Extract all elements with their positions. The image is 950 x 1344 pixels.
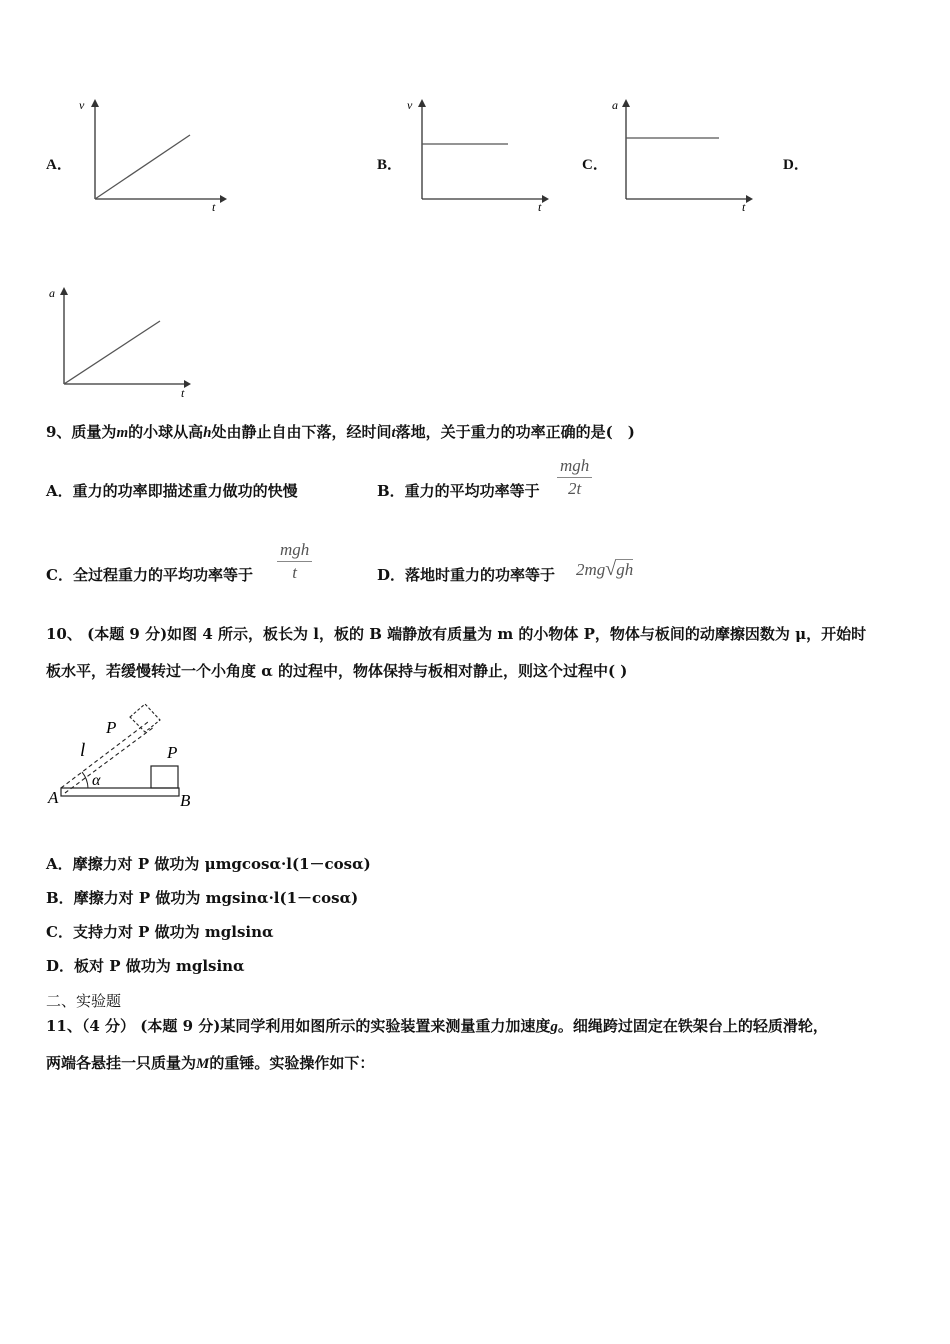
graph-b-y-label: v — [407, 98, 413, 112]
option-b-label: B． — [377, 157, 403, 173]
q11-stem-line1: 11、（4 分） (本题 9 分)某同学利用如图所示的实验装置来测量重力加速度g。细绳跨过固定在铁架台上的轻质滑轮， — [46, 1017, 828, 1035]
q9-option-c-fraction: mgh t — [277, 540, 312, 583]
fig-label-A: A — [48, 788, 59, 807]
section-title-experiment: 二、实验题 — [46, 992, 122, 1010]
q10-option-d: D．板对 P 做功为 mglsinα — [46, 957, 245, 975]
fig-label-B: B — [180, 791, 191, 810]
graph-d-y-label: a — [49, 286, 55, 300]
q9-option-c: C．全过程重力的平均功率等于 — [46, 566, 253, 584]
q9-option-d: D．落地时重力的功率等于 — [377, 566, 556, 584]
q10-incline-figure — [44, 700, 214, 815]
graph-a-y-label: v — [79, 98, 85, 112]
q9-option-b: B．重力的平均功率等于 — [377, 482, 540, 500]
graph-c-y-label: a — [612, 98, 618, 112]
fig-label-l: l — [80, 740, 86, 761]
q10-option-b: B．摩擦力对 P 做功为 mgsinα·l(1－cosα) — [46, 889, 359, 907]
fig-label-alpha: α — [92, 772, 101, 789]
graph-d-x-label: t — [181, 386, 185, 400]
fig-label-P: P — [167, 743, 178, 762]
q9-stem: 9、质量为m的小球从高h处由静止自由下落，经时间t落地，关于重力的功率正确的是( ) — [46, 423, 635, 441]
graph-b-v-t-constant — [400, 95, 560, 215]
graph-a-x-label: t — [212, 200, 216, 214]
q10-option-a: A．摩擦力对 P 做功为 μmgcosα·l(1－cosα) — [46, 855, 371, 873]
graph-b-x-label: t — [538, 200, 542, 214]
q10-stem-line1: 10、 (本题 9 分)如图 4 所示，板长为 l，板的 B 端静放有质量为 m 的小物体 P，物体与板间的动摩擦因数为 μ，开始时 — [46, 625, 867, 643]
q11-stem-line2: 两端各悬挂一只质量为M的重锤。实验操作如下： — [46, 1054, 375, 1072]
option-c-label: C． — [582, 157, 608, 173]
fig-label-P-top: P — [106, 718, 117, 737]
q9-option-d-expression: 2mg√gh — [576, 558, 634, 580]
q9-option-a: A．重力的功率即描述重力做功的快慢 — [46, 482, 298, 500]
graph-d-a-t-increasing — [40, 283, 200, 403]
option-d-label: D． — [783, 157, 809, 173]
option-a-label: A． — [46, 157, 72, 173]
q10-stem-line2: 板水平，若缓慢转过一个小角度 α 的过程中，物体保持与板相对静止，则这个过程中( ) — [46, 662, 628, 680]
q9-option-b-fraction: mgh 2t — [557, 456, 592, 499]
graph-a-v-t-increasing — [70, 95, 230, 215]
graph-c-x-label: t — [742, 200, 746, 214]
graph-c-a-t-constant — [605, 95, 765, 215]
q10-option-c: C．支持力对 P 做功为 mglsinα — [46, 923, 274, 941]
